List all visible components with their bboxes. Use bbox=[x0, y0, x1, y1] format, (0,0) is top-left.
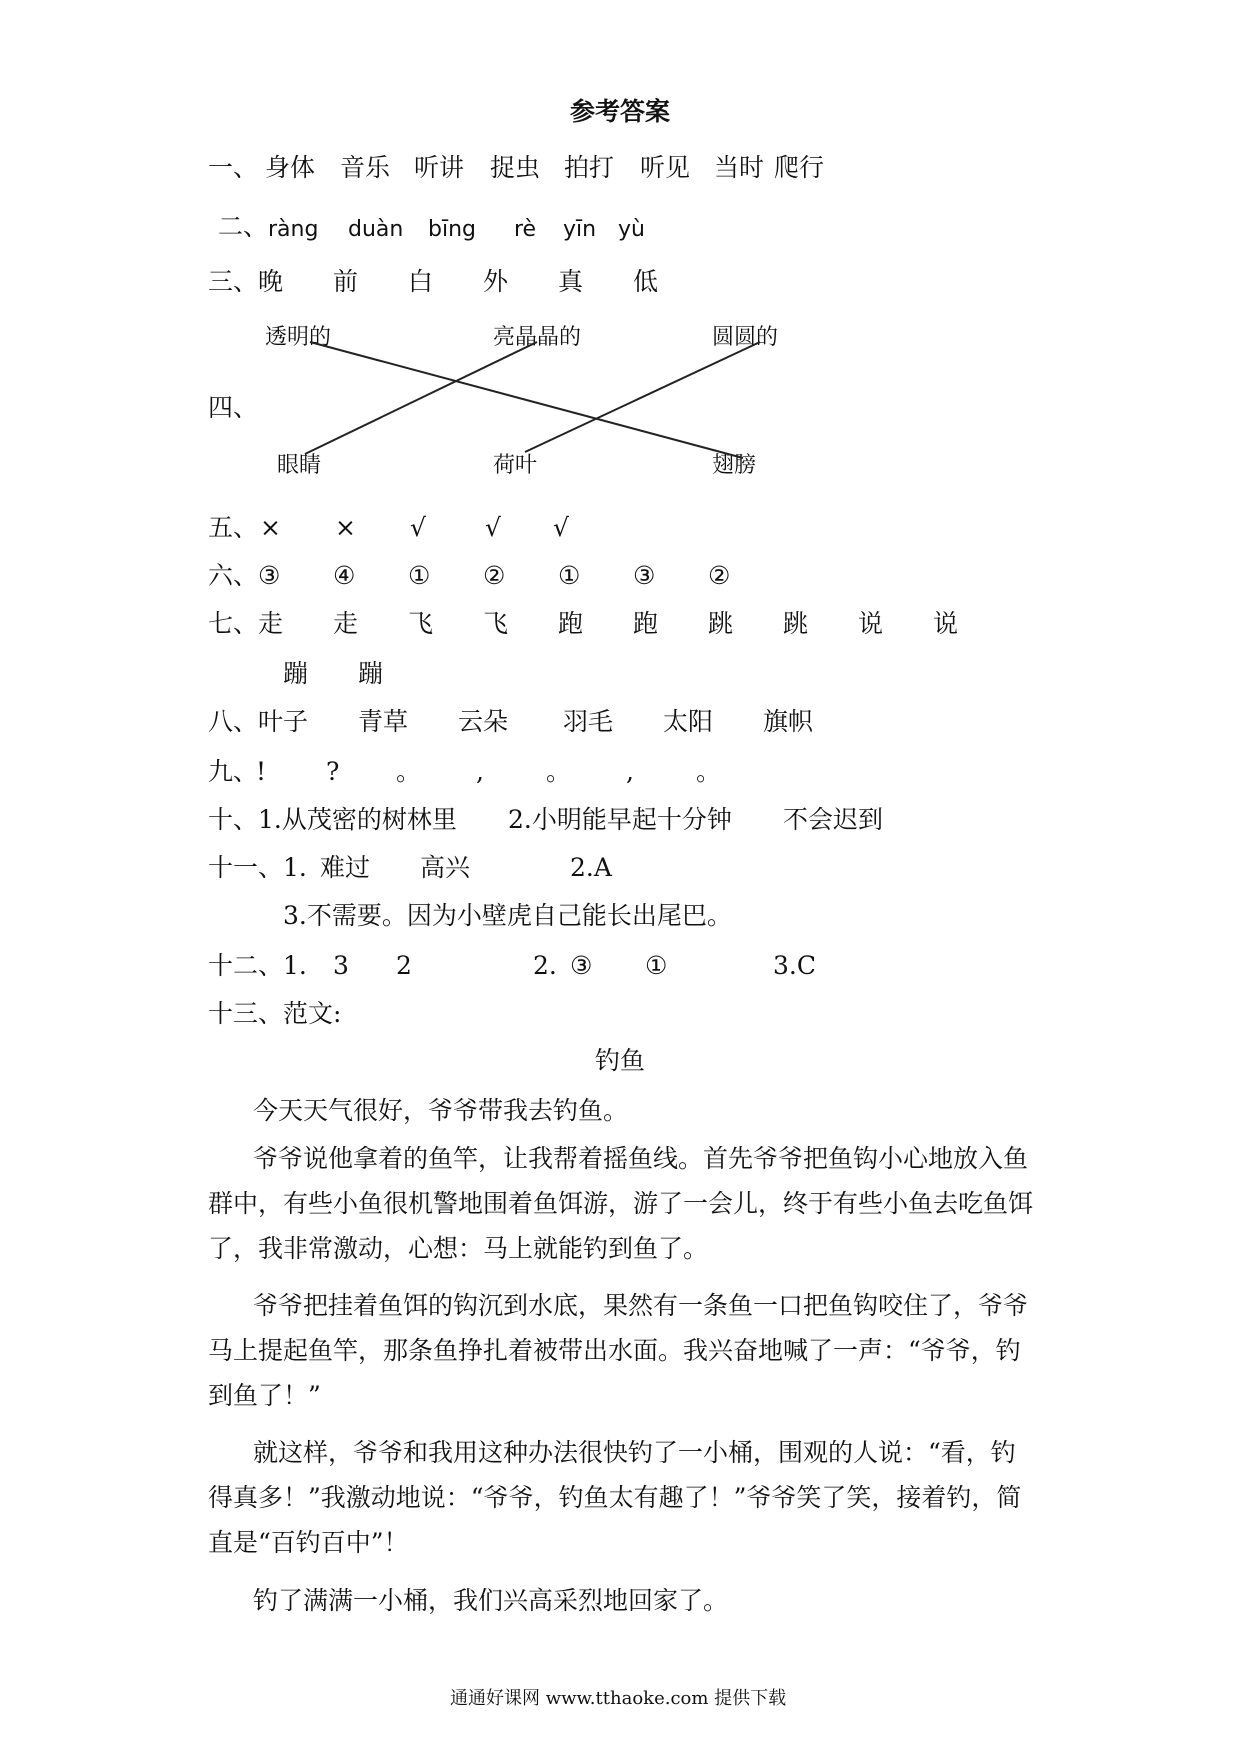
answer-text: 高兴 bbox=[420, 853, 471, 882]
answer-word: 晚 bbox=[258, 267, 284, 296]
answer-word: 蹦 bbox=[283, 659, 309, 688]
answer-text: 2. bbox=[533, 951, 557, 980]
answer-word: 听见 bbox=[640, 153, 691, 182]
answer-text: 2.小明能早起十分钟 bbox=[508, 805, 732, 834]
answer-row-10 bbox=[208, 804, 1108, 836]
match-bottom-word: 翅膀 bbox=[712, 453, 757, 478]
answer-choice: ③ bbox=[258, 561, 281, 590]
row-label: 九、 bbox=[208, 757, 259, 786]
row-label: 一、 bbox=[208, 153, 259, 182]
punctuation-answer: , bbox=[626, 757, 634, 786]
row-label: 八、 bbox=[208, 707, 259, 736]
answer-choice: ① bbox=[558, 561, 581, 590]
essay-paragraph: 爷爷把挂着鱼饵的钩沉到水底，果然有一条鱼一口把鱼钩咬住了，爷爷马上提起鱼竿，那条鱼挣扎着被带出水面。我兴奋地喊了一声：“爷爷，钓到鱼了！” bbox=[208, 1291, 1029, 1410]
row-label: 十三、范文: bbox=[208, 999, 342, 1028]
answer-word: 青草 bbox=[358, 707, 409, 736]
row-label: 十二、 bbox=[208, 951, 284, 980]
answer-word: 飞 bbox=[408, 609, 434, 638]
matching-lines bbox=[0, 0, 1240, 600]
answer-choice: ④ bbox=[333, 561, 356, 590]
essay-paragraph: 就这样，爷爷和我用这种办法很快钓了一小桶，围观的人说：“看，钓得真多！”我激动地说：“爷爷，钓鱼太有趣了！”爷爷笑了笑，接着钓，简直是“百钓百中”！ bbox=[208, 1438, 1022, 1557]
essay-paragraph: 钓了满满一小桶，我们兴高采烈地回家了。 bbox=[253, 1586, 729, 1615]
answer-text: 1. bbox=[283, 951, 307, 980]
answer-row-8 bbox=[208, 706, 1108, 738]
answer-word: 捉虫 bbox=[490, 153, 541, 182]
row-label: 三、 bbox=[208, 267, 259, 296]
answer-word: 身体 bbox=[265, 153, 316, 182]
punctuation-answer: 。 bbox=[696, 757, 722, 786]
answer-word: 说 bbox=[858, 609, 884, 638]
answer-word: 前 bbox=[333, 267, 359, 296]
answer-row-9 bbox=[208, 756, 1108, 788]
answer-text: 3 bbox=[333, 951, 349, 980]
answer-row-12 bbox=[208, 950, 1108, 982]
essay-paragraph: 爷爷说他拿着的鱼竿，让我帮着摇鱼线。首先爷爷把鱼钩小心地放入鱼群中，有些小鱼很机警地围着鱼饵游，游了一会儿，终于有些小鱼去吃鱼饵了，我非常激动，心想：马上就能钓到鱼了。 bbox=[208, 1144, 1034, 1263]
answer-word: 白 bbox=[408, 267, 434, 296]
pinyin-answer: rè bbox=[514, 217, 537, 242]
answer-choice: ① bbox=[645, 951, 668, 980]
answer-word: 旗帜 bbox=[763, 707, 814, 736]
answer-text: 2.A bbox=[570, 853, 612, 882]
pinyin-answer: bīng bbox=[428, 217, 476, 242]
mark-check: √ bbox=[410, 513, 426, 542]
answer-word: 走 bbox=[333, 609, 359, 638]
pinyin-answer: yù bbox=[618, 217, 645, 242]
answer-word: 外 bbox=[483, 267, 509, 296]
answer-text: 不会迟到 bbox=[783, 805, 884, 834]
answer-word: 当时 bbox=[714, 153, 765, 182]
row-label: 十、 bbox=[208, 805, 259, 834]
answer-word: 走 bbox=[258, 609, 284, 638]
row-label: 六、 bbox=[208, 561, 259, 590]
punctuation-answer: ! bbox=[256, 757, 267, 786]
answer-text: 3.C bbox=[773, 951, 816, 980]
punctuation-answer: 。 bbox=[546, 757, 572, 786]
page-title: 参考答案 bbox=[570, 97, 671, 126]
answer-word: 叶子 bbox=[258, 707, 309, 736]
pinyin-answer: yīn bbox=[563, 217, 597, 242]
punctuation-answer: 。 bbox=[396, 757, 422, 786]
match-top-word: 圆圆的 bbox=[712, 325, 779, 350]
match-line bbox=[305, 342, 537, 454]
pinyin-answer: ràng bbox=[268, 217, 319, 242]
punctuation-answer: , bbox=[476, 757, 484, 786]
match-bottom-word: 眼睛 bbox=[277, 453, 322, 478]
answer-choice: ② bbox=[708, 561, 731, 590]
match-top-word: 透明的 bbox=[265, 325, 332, 350]
page-footer: 通通好课网 www.tthaoke.com 提供下载 bbox=[450, 1688, 787, 1709]
answer-row-7 bbox=[208, 608, 1108, 640]
essay-paragraph: 今天天气很好，爷爷带我去钓鱼。 bbox=[253, 1096, 629, 1125]
mark-cross: × bbox=[260, 513, 281, 542]
answer-row-5 bbox=[208, 512, 1108, 544]
answer-row-11 bbox=[208, 852, 1108, 884]
answer-choice: ③ bbox=[570, 951, 593, 980]
answer-text: 1. bbox=[283, 853, 307, 882]
answer-row-11-cont: 3.不需要。因为小壁虎自己能长出尾巴。 bbox=[283, 901, 732, 930]
mark-check: √ bbox=[553, 513, 569, 542]
answer-word: 蹦 bbox=[358, 659, 384, 688]
row-label: 五、 bbox=[208, 513, 259, 542]
answer-word: 跑 bbox=[558, 609, 584, 638]
answer-word: 听讲 bbox=[414, 153, 465, 182]
answer-choice: ② bbox=[483, 561, 506, 590]
answer-word: 云朵 bbox=[458, 707, 509, 736]
answer-word: 音乐 bbox=[340, 153, 391, 182]
answer-word: 飞 bbox=[483, 609, 509, 638]
row-label: 十一、 bbox=[208, 853, 284, 882]
match-top-word: 亮晶晶的 bbox=[493, 325, 582, 350]
answer-word: 拍打 bbox=[564, 153, 615, 182]
answer-text: 2 bbox=[396, 951, 412, 980]
row-label: 七、 bbox=[208, 609, 259, 638]
mark-cross: × bbox=[335, 513, 356, 542]
match-line bbox=[310, 342, 743, 458]
answer-row-6 bbox=[208, 560, 1108, 592]
answer-word: 真 bbox=[558, 267, 584, 296]
answer-word: 跳 bbox=[708, 609, 734, 638]
answer-word: 羽毛 bbox=[563, 707, 614, 736]
answer-choice: ① bbox=[408, 561, 431, 590]
answer-choice: ③ bbox=[633, 561, 656, 590]
mark-check: √ bbox=[485, 513, 501, 542]
answer-word: 低 bbox=[633, 267, 659, 296]
answer-text: 难过 bbox=[320, 853, 371, 882]
match-bottom-word: 荷叶 bbox=[493, 453, 538, 478]
answer-word: 太阳 bbox=[663, 707, 714, 736]
punctuation-answer: ? bbox=[326, 757, 340, 786]
answer-text: 1.从茂密的树林里 bbox=[258, 805, 457, 834]
essay-title: 钓鱼 bbox=[595, 1046, 646, 1075]
answer-word: 爬行 bbox=[774, 153, 825, 182]
answer-word: 跑 bbox=[633, 609, 659, 638]
row-label: 四、 bbox=[208, 393, 259, 422]
match-line bbox=[525, 342, 760, 452]
answer-row-7-cont bbox=[283, 658, 583, 690]
row-label: 二、 bbox=[218, 212, 269, 241]
pinyin-answer: duàn bbox=[348, 217, 404, 242]
answer-word: 说 bbox=[933, 609, 959, 638]
answer-word: 跳 bbox=[783, 609, 809, 638]
